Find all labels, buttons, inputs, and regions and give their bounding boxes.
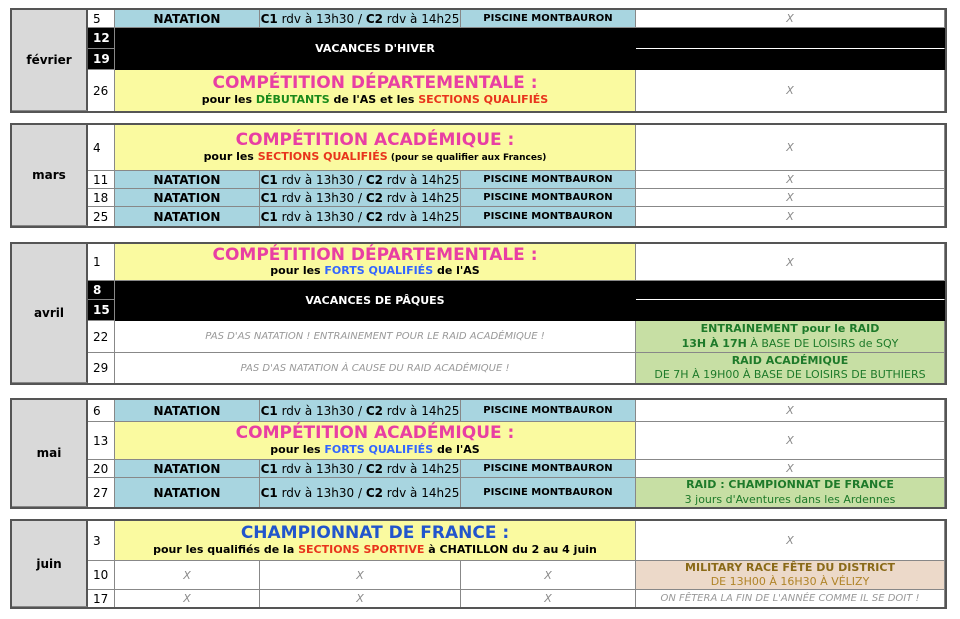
event-title: RAID ACADÉMIQUE [731, 353, 849, 367]
subtitle-highlight: DÉBUTANTS [255, 92, 330, 106]
day-cell: 15 [88, 300, 115, 321]
subtitle-text: pour les [270, 442, 325, 456]
rdv1-text: rdv à 13h30 / [277, 209, 366, 224]
subtitle-highlight: SECTIONS SPORTIVE [298, 542, 425, 556]
subtitle-text: de l'AS [433, 442, 480, 456]
location-cell: PISCINE MONTBAURON [461, 171, 636, 189]
competition-title: CHAMPIONNAT DE FRANCE : [240, 523, 510, 544]
day-cell: 11 [88, 171, 115, 189]
c1-label: C1 [260, 209, 278, 224]
subtitle-highlight: FORTS QUALIFIÉS [324, 264, 434, 278]
day-cell: 3 [88, 521, 115, 561]
activity-cell: NATATION [115, 478, 260, 507]
event-cell: X [636, 10, 945, 28]
empty-cell: X [115, 561, 260, 590]
rdv2-text: rdv à 14h25 [382, 209, 460, 224]
subtitle-text: pour les [201, 92, 256, 106]
empty-cell: X [260, 561, 461, 590]
c1-label: C1 [260, 172, 278, 187]
competition-subtitle [270, 444, 479, 457]
schedule-cell [260, 460, 461, 478]
day-cell: 29 [88, 353, 115, 383]
holiday-cell: VACANCES DE PÂQUES [115, 281, 636, 321]
c2-label: C2 [365, 403, 383, 418]
day-cell: 19 [88, 49, 115, 70]
day-cell: 13 [88, 422, 115, 460]
event-title: RAID : CHAMPIONNAT DE FRANCE [686, 478, 894, 492]
schedule-cell [260, 207, 461, 226]
rdv2-text: rdv à 14h25 [382, 190, 460, 205]
empty-cell: X [461, 590, 636, 607]
note-cell: PAS D'AS NATATION À CAUSE DU RAID ACADÉMIQUE ! [115, 353, 636, 383]
day-cell: 17 [88, 590, 115, 607]
activity-cell: NATATION [115, 207, 260, 226]
competition-subtitle [153, 544, 597, 557]
c2-label: C2 [365, 11, 383, 26]
competition-title: COMPÉTITION ACADÉMIQUE : [235, 423, 515, 444]
c1-label: C1 [260, 190, 278, 205]
schedule-cell [260, 189, 461, 207]
subtitle-text: à CHATILLON du 2 au 4 juin [424, 542, 597, 556]
rdv1-text: rdv à 13h30 / [277, 11, 366, 26]
location-cell: PISCINE MONTBAURON [461, 478, 636, 507]
competition-cell [115, 422, 636, 460]
competition-cell [115, 521, 636, 561]
day-cell: 10 [88, 561, 115, 590]
day-cell: 25 [88, 207, 115, 226]
event-title: MILITARY RACE FÊTE DU DISTRICT [685, 561, 895, 574]
competition-cell [115, 244, 636, 281]
location-cell: PISCINE MONTBAURON [461, 10, 636, 28]
c2-label: C2 [365, 172, 383, 187]
schedule-cell [260, 10, 461, 28]
event-cell: X [636, 125, 945, 171]
march-block [10, 123, 947, 228]
day-cell: 20 [88, 460, 115, 478]
event-cell [636, 300, 945, 321]
activity-cell: NATATION [115, 400, 260, 422]
event-title: ENTRAINEMENT pour le RAID [700, 322, 880, 336]
empty-cell: X [260, 590, 461, 607]
schedule-cell [260, 171, 461, 189]
event-cell [636, 49, 945, 70]
raid-training-cell [636, 321, 945, 353]
schedule-cell [260, 400, 461, 422]
day-cell: 8 [88, 281, 115, 300]
c1-label: C1 [260, 461, 278, 476]
rdv2-text: rdv à 14h25 [382, 485, 460, 500]
day-cell: 27 [88, 478, 115, 507]
competition-cell [115, 125, 636, 171]
rdv2-text: rdv à 14h25 [382, 461, 460, 476]
may-block [10, 398, 947, 509]
event-detail: DE 13H00 À 16H30 À VÉLIZY [710, 575, 870, 588]
c2-label: C2 [365, 485, 383, 500]
schedule-cell [260, 478, 461, 507]
subtitle-text: de l'AS [433, 264, 480, 278]
activity-cell: NATATION [115, 189, 260, 207]
day-cell: 12 [88, 28, 115, 49]
event-detail [682, 337, 899, 351]
competition-title: COMPÉTITION ACADÉMIQUE : [235, 130, 515, 151]
end-of-year-cell: ON FÊTERA LA FIN DE L'ANNÉE COMME IL SE DOIT ! [636, 590, 945, 607]
event-cell: X [636, 422, 945, 460]
february-block [10, 8, 947, 113]
month-label: mars [12, 125, 88, 226]
c1-label: C1 [260, 485, 278, 500]
c1-label: C1 [260, 403, 278, 418]
rdv2-text: rdv à 14h25 [382, 172, 460, 187]
april-block [10, 242, 947, 385]
event-cell: X [636, 244, 945, 281]
activity-cell: NATATION [115, 460, 260, 478]
day-cell: 4 [88, 125, 115, 171]
rdv2-text: rdv à 14h25 [382, 403, 460, 418]
event-cell: X [636, 171, 945, 189]
subtitle-highlight: SECTIONS QUALIFIÉS [257, 149, 388, 163]
c2-label: C2 [365, 209, 383, 224]
event-cell: X [636, 70, 945, 111]
competition-title: COMPÉTITION DÉPARTEMENTALE : [212, 73, 538, 94]
c2-label: C2 [365, 461, 383, 476]
event-cell: X [636, 207, 945, 226]
raid-academic-cell [636, 353, 945, 383]
event-cell [636, 28, 945, 49]
location-cell: PISCINE MONTBAURON [461, 207, 636, 226]
june-block [10, 519, 947, 609]
note-cell: PAS D'AS NATATION ! ENTRAINEMENT POUR LE RAID ACADÉMIQUE ! [115, 321, 636, 353]
day-cell: 1 [88, 244, 115, 281]
day-cell: 5 [88, 10, 115, 28]
competition-subtitle [204, 151, 547, 164]
raid-championship-cell [636, 478, 945, 507]
competition-cell [115, 70, 636, 111]
location-cell: PISCINE MONTBAURON [461, 400, 636, 422]
empty-cell: X [115, 590, 260, 607]
month-label: mai [12, 400, 88, 507]
subtitle-text: de l'AS et les [329, 92, 419, 106]
rdv1-text: rdv à 13h30 / [277, 461, 366, 476]
event-time: 13H À 17H [681, 336, 747, 350]
event-cell [636, 281, 945, 300]
event-place: À BASE DE LOISIRS de SQY [746, 336, 899, 350]
location-cell: PISCINE MONTBAURON [461, 460, 636, 478]
rdv1-text: rdv à 13h30 / [277, 485, 366, 500]
military-race-cell [636, 561, 945, 590]
event-cell: X [636, 400, 945, 422]
competition-subtitle [202, 94, 548, 107]
c1-label: C1 [260, 11, 278, 26]
day-cell: 6 [88, 400, 115, 422]
activity-cell: NATATION [115, 10, 260, 28]
rdv2-text: rdv à 14h25 [382, 11, 460, 26]
day-cell: 22 [88, 321, 115, 353]
subtitle-text: pour les [270, 264, 325, 278]
subtitle-highlight: SECTIONS QUALIFIÉS [418, 92, 549, 106]
rdv1-text: rdv à 13h30 / [277, 190, 366, 205]
subtitle-highlight: FORTS QUALIFIÉS [324, 442, 434, 456]
location-cell: PISCINE MONTBAURON [461, 189, 636, 207]
event-cell: X [636, 460, 945, 478]
subtitle-text: pour les qualifiés de la [153, 542, 299, 556]
empty-cell: X [461, 561, 636, 590]
subtitle-note: (pour se qualifier aux Frances) [387, 152, 547, 163]
event-detail: DE 7H À 19H00 À BASE DE LOISIRS DE BUTHIERS [654, 368, 926, 381]
c2-label: C2 [365, 190, 383, 205]
event-detail: 3 jours d'Aventures dans les Ardennes [684, 492, 896, 506]
rdv1-text: rdv à 13h30 / [277, 172, 366, 187]
month-label: avril [12, 244, 88, 383]
rdv1-text: rdv à 13h30 / [277, 403, 366, 418]
competition-subtitle [270, 265, 479, 278]
competition-title: COMPÉTITION DÉPARTEMENTALE : [212, 244, 538, 265]
activity-cell: NATATION [115, 171, 260, 189]
month-label: juin [12, 521, 88, 607]
day-cell: 18 [88, 189, 115, 207]
event-cell: X [636, 521, 945, 561]
day-cell: 26 [88, 70, 115, 111]
holiday-cell: VACANCES D'HIVER [115, 28, 636, 70]
subtitle-text: pour les [203, 149, 258, 163]
event-cell: X [636, 189, 945, 207]
month-label: février [12, 10, 88, 111]
